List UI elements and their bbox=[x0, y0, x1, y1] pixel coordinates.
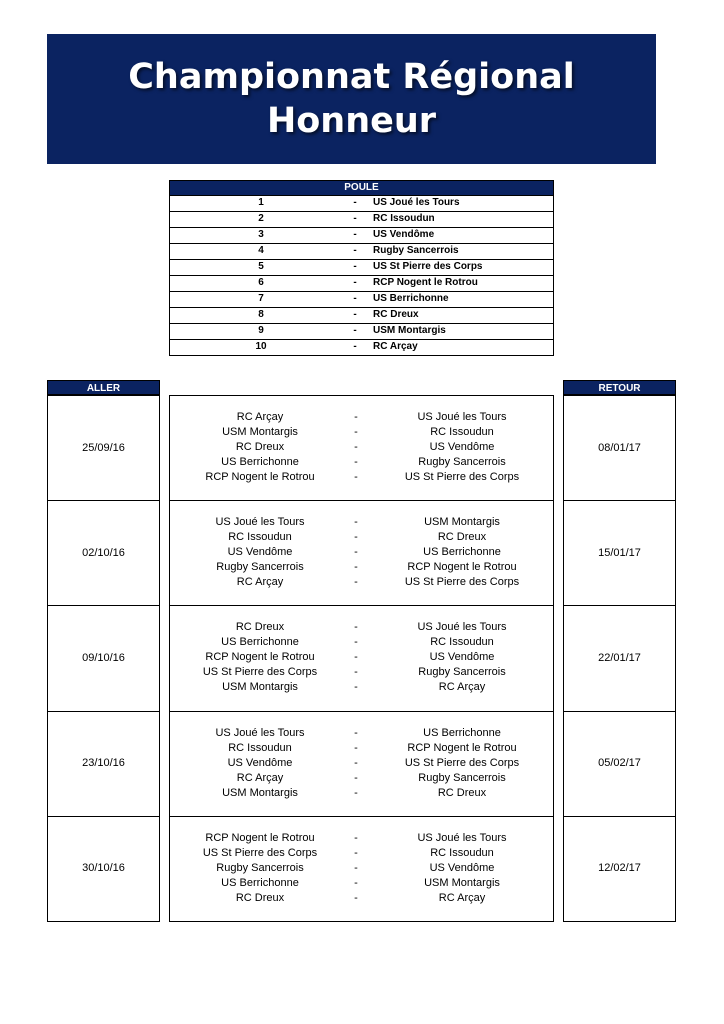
poule-row bbox=[170, 243, 553, 259]
match-row bbox=[170, 515, 553, 530]
match-row bbox=[170, 891, 553, 906]
away-team: US Vendôme bbox=[429, 861, 495, 874]
home-team: RC Issoudun bbox=[228, 531, 292, 544]
away-team: US St Pierre des Corps bbox=[404, 576, 520, 589]
separator: - bbox=[353, 325, 357, 336]
team-number: 5 bbox=[258, 261, 264, 272]
match-row bbox=[170, 726, 553, 741]
match-row bbox=[170, 831, 553, 846]
separator: - bbox=[354, 621, 358, 634]
home-team: RC Arçay bbox=[236, 771, 284, 784]
separator: - bbox=[353, 341, 357, 352]
home-team: RCP Nogent le Rotrou bbox=[205, 471, 315, 483]
match-row bbox=[170, 771, 553, 786]
home-team: RCP Nogent le Rotrou bbox=[205, 831, 315, 844]
team-name: US Berrichonne bbox=[373, 293, 449, 304]
home-team: US Vendôme bbox=[227, 756, 293, 769]
home-team: US Berrichonne bbox=[221, 876, 299, 889]
away-team: USM Montargis bbox=[424, 876, 500, 889]
separator: - bbox=[353, 293, 357, 304]
separator: - bbox=[354, 531, 358, 544]
team-name: RC Arçay bbox=[373, 341, 418, 352]
away-team: Rugby Sancerrois bbox=[418, 456, 506, 468]
home-team: US Joué les Tours bbox=[215, 726, 305, 739]
match-row bbox=[170, 440, 553, 455]
team-number: 1 bbox=[258, 197, 264, 208]
title-banner bbox=[47, 34, 656, 164]
home-team: USM Montargis bbox=[222, 426, 298, 438]
away-team: RCP Nogent le Rotrou bbox=[407, 561, 517, 574]
match-row bbox=[170, 786, 553, 801]
poule-row bbox=[170, 339, 553, 355]
match-row bbox=[170, 665, 553, 680]
poule-row bbox=[170, 259, 553, 275]
match-row bbox=[170, 410, 553, 425]
separator: - bbox=[354, 681, 358, 694]
match-row bbox=[170, 876, 553, 891]
team-number: 7 bbox=[258, 293, 264, 304]
separator: - bbox=[354, 831, 358, 844]
match-row bbox=[170, 635, 553, 650]
away-team: US Joué les Tours bbox=[417, 411, 507, 423]
home-team: US Berrichonne bbox=[221, 636, 299, 649]
separator: - bbox=[354, 726, 358, 739]
team-name: US Vendôme bbox=[373, 229, 435, 240]
retour-date: 05/02/17 bbox=[598, 757, 641, 770]
separator: - bbox=[353, 309, 357, 320]
away-team: US Vendôme bbox=[429, 651, 495, 664]
home-team: RC Dreux bbox=[235, 891, 285, 904]
match-row bbox=[170, 575, 553, 590]
aller-date: 02/10/16 bbox=[82, 546, 125, 559]
team-number: 6 bbox=[258, 277, 264, 288]
poule-row bbox=[170, 307, 553, 323]
team-number: 9 bbox=[258, 325, 264, 336]
page-title-line-2: Honneur bbox=[266, 101, 437, 141]
away-team: Rugby Sancerrois bbox=[418, 666, 506, 679]
poule-row bbox=[170, 275, 553, 291]
home-team: RC Arçay bbox=[236, 411, 284, 423]
match-row bbox=[170, 455, 553, 470]
separator: - bbox=[353, 261, 357, 272]
team-number: 3 bbox=[258, 229, 264, 240]
away-team: RC Dreux bbox=[437, 786, 487, 799]
home-team: USM Montargis bbox=[222, 681, 298, 694]
team-number: 4 bbox=[258, 245, 264, 256]
separator: - bbox=[353, 229, 357, 240]
aller-date: 25/09/16 bbox=[82, 441, 125, 454]
match-row bbox=[170, 650, 553, 665]
team-name: US St Pierre des Corps bbox=[373, 261, 483, 272]
away-team: RC Issoudun bbox=[430, 636, 494, 649]
poule-row bbox=[170, 211, 553, 227]
separator: - bbox=[354, 861, 358, 874]
page-title-line-1: Championnat Régional bbox=[128, 57, 575, 97]
separator: - bbox=[354, 666, 358, 679]
away-team: RC Issoudun bbox=[430, 426, 494, 438]
home-team: US Vendôme bbox=[227, 546, 293, 559]
retour-date: 12/02/17 bbox=[598, 862, 641, 875]
separator: - bbox=[354, 756, 358, 769]
match-row bbox=[170, 470, 553, 485]
away-team: RC Issoudun bbox=[430, 846, 494, 859]
team-name: RCP Nogent le Rotrou bbox=[373, 277, 478, 288]
aller-date: 23/10/16 bbox=[82, 757, 125, 770]
team-name: RC Issoudun bbox=[373, 213, 435, 224]
home-team: US St Pierre des Corps bbox=[202, 666, 318, 679]
team-number: 10 bbox=[255, 341, 267, 352]
team-name: Rugby Sancerrois bbox=[373, 245, 459, 256]
match-row bbox=[170, 846, 553, 861]
poule-table bbox=[169, 180, 554, 356]
separator: - bbox=[353, 213, 357, 224]
retour-header: RETOUR bbox=[563, 380, 676, 395]
poule-row bbox=[170, 227, 553, 243]
match-row bbox=[170, 620, 553, 635]
separator: - bbox=[354, 456, 358, 468]
home-team: US Joué les Tours bbox=[215, 516, 305, 529]
separator: - bbox=[354, 786, 358, 799]
separator: - bbox=[354, 636, 358, 649]
retour-date: 22/01/17 bbox=[598, 651, 641, 664]
separator: - bbox=[354, 516, 358, 529]
home-team: RC Arçay bbox=[236, 576, 284, 589]
home-team: Rugby Sancerrois bbox=[216, 561, 304, 574]
separator: - bbox=[354, 426, 358, 438]
retour-date: 15/01/17 bbox=[598, 546, 641, 559]
home-team: RC Dreux bbox=[235, 441, 285, 453]
away-team: RC Arçay bbox=[438, 891, 486, 904]
separator: - bbox=[353, 245, 357, 256]
separator: - bbox=[354, 411, 358, 423]
team-number: 2 bbox=[258, 213, 264, 224]
poule-row bbox=[170, 291, 553, 307]
separator: - bbox=[354, 576, 358, 589]
aller-date: 30/10/16 bbox=[82, 862, 125, 875]
separator: - bbox=[354, 891, 358, 904]
away-team: US Joué les Tours bbox=[417, 621, 507, 634]
match-row bbox=[170, 530, 553, 545]
away-team: US Vendôme bbox=[429, 441, 495, 453]
home-team: RC Dreux bbox=[235, 621, 285, 634]
match-row bbox=[170, 560, 553, 575]
separator: - bbox=[353, 197, 357, 208]
separator: - bbox=[353, 277, 357, 288]
away-team: Rugby Sancerrois bbox=[418, 771, 506, 784]
separator: - bbox=[354, 561, 358, 574]
aller-header: ALLER bbox=[47, 380, 160, 395]
poule-header: POULE bbox=[170, 181, 553, 195]
away-team: RC Dreux bbox=[437, 531, 487, 544]
match-row bbox=[170, 425, 553, 440]
separator: - bbox=[354, 771, 358, 784]
home-team: US Berrichonne bbox=[221, 456, 299, 468]
team-name: USM Montargis bbox=[373, 325, 446, 336]
home-team: USM Montargis bbox=[222, 786, 298, 799]
away-team: US St Pierre des Corps bbox=[404, 756, 520, 769]
home-team: US St Pierre des Corps bbox=[202, 846, 318, 859]
retour-date: 08/01/17 bbox=[598, 441, 641, 454]
team-number: 8 bbox=[258, 309, 264, 320]
match-row bbox=[170, 545, 553, 560]
team-name: RC Dreux bbox=[373, 309, 419, 320]
match-row bbox=[170, 756, 553, 771]
poule-row bbox=[170, 323, 553, 339]
away-team: US Berrichonne bbox=[423, 726, 501, 739]
match-row bbox=[170, 741, 553, 756]
separator: - bbox=[354, 651, 358, 664]
away-team: US St Pierre des Corps bbox=[404, 471, 520, 483]
away-team: US Berrichonne bbox=[423, 546, 501, 559]
separator: - bbox=[354, 741, 358, 754]
home-team: Rugby Sancerrois bbox=[216, 861, 304, 874]
away-team: US Joué les Tours bbox=[417, 831, 507, 844]
separator: - bbox=[354, 441, 358, 453]
separator: - bbox=[354, 471, 358, 483]
match-row bbox=[170, 680, 553, 695]
away-team: RCP Nogent le Rotrou bbox=[407, 741, 517, 754]
separator: - bbox=[354, 546, 358, 559]
separator: - bbox=[354, 846, 358, 859]
away-team: USM Montargis bbox=[424, 516, 500, 529]
separator: - bbox=[354, 876, 358, 889]
poule-row bbox=[170, 195, 553, 211]
team-name: US Joué les Tours bbox=[373, 197, 460, 208]
aller-date: 09/10/16 bbox=[82, 651, 125, 664]
away-team: RC Arçay bbox=[438, 681, 486, 694]
match-row bbox=[170, 861, 553, 876]
home-team: RC Issoudun bbox=[228, 741, 292, 754]
home-team: RCP Nogent le Rotrou bbox=[205, 651, 315, 664]
